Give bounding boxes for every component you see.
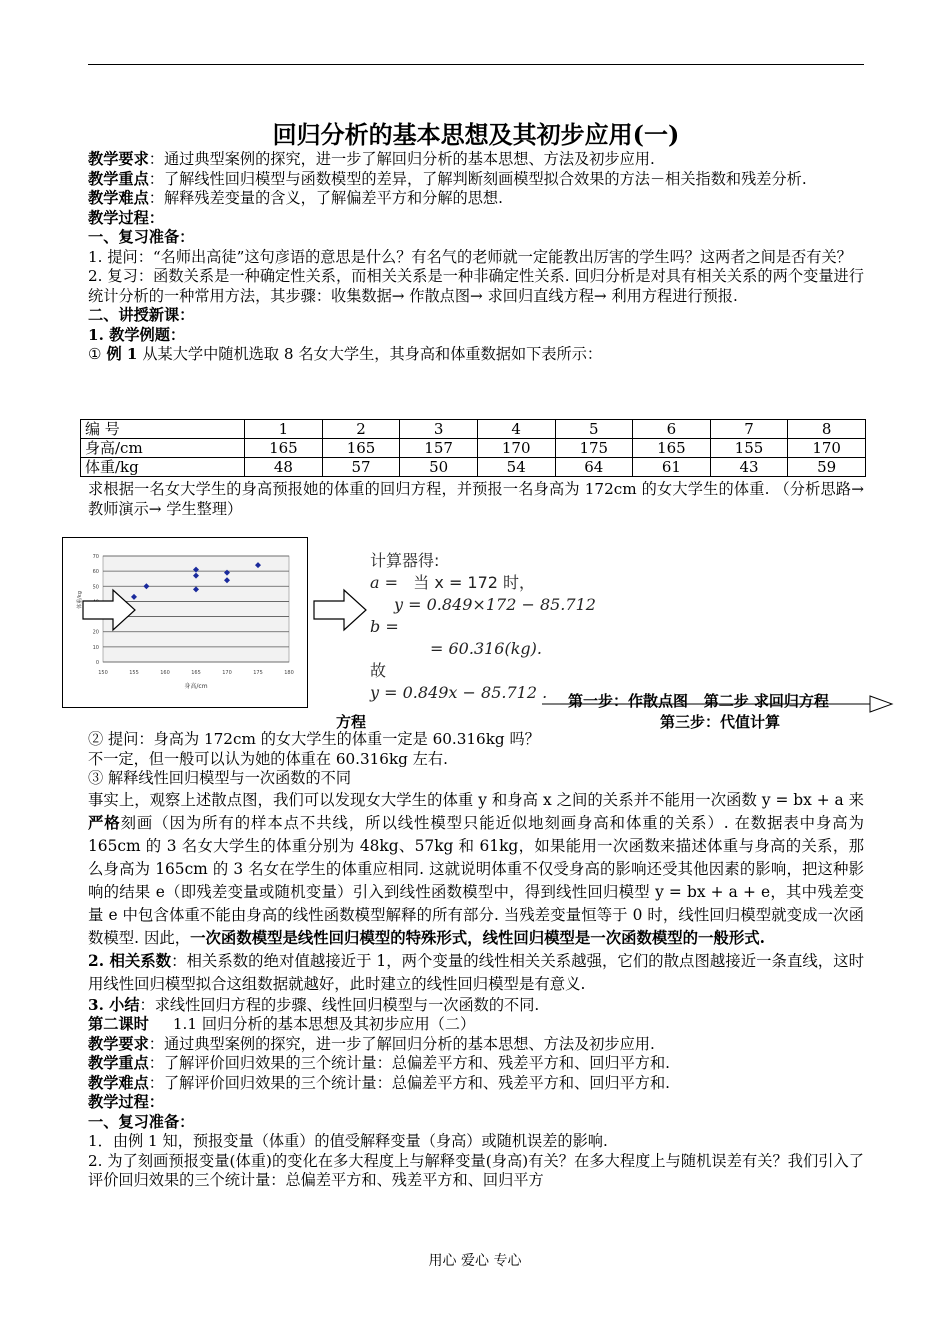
correlation-paragraph: 2. 相关系数：相关系数的绝对值越接近于 1，两个变量的线性相关关系越强，它们的散点图越接近一条直线，这时用线性回归模型拟合这组数据就越好，此时建立的线性回归模型是有意义.	[88, 951, 864, 993]
objectives-block	[88, 150, 864, 365]
table-cell: 61	[633, 458, 711, 477]
table-cell: 165	[322, 439, 400, 458]
row-label: 体重/kg	[81, 458, 245, 477]
table-row	[81, 458, 866, 477]
teaching-difficulty: 教学难点：解释残差变量的含义，了解偏差平方和分解的思想.	[88, 189, 503, 207]
section-new-lesson: 二、讲授新课：	[88, 306, 195, 324]
table-cell: 165	[633, 439, 711, 458]
table-cell: 170	[788, 439, 866, 458]
x-tick-label: 175	[253, 670, 263, 676]
y-tick-label: 10	[92, 644, 99, 651]
table-cell: 54	[477, 458, 555, 477]
calc-b-row: b =	[370, 617, 399, 636]
x-tick-label: 160	[160, 670, 170, 676]
row-label: 身高/cm	[81, 439, 245, 458]
teaching-requirement: 教学要求：通过典型案例的探究，进一步了解回归分析的基本思想、方法及初步应用.	[88, 150, 655, 168]
l2-paragraph-1: 1．由例 1 知，预报变量（体重）的值受解释变量（身高）或随机误差的影响.	[88, 1132, 608, 1150]
question-example-2: ② 提问：身高为 172cm 的女大学生的体重一定是 60.316kg 吗？	[88, 730, 540, 748]
table-row	[81, 420, 866, 439]
discussion-block	[88, 730, 864, 1191]
calc-a-row: a = 当 x = 172 时，	[370, 573, 536, 592]
example-1-task: 求根据一名女大学生的身高预报她的体重的回归方程，并预报一名身高为 172cm 的女大学生的体重. （分析思路→ 教师演示→ 学生整理）	[88, 480, 864, 518]
lesson-2-heading: 第二课时 1.1 回归分析的基本思想及其初步应用（二）	[88, 1015, 476, 1033]
y-tick-label: 20	[92, 629, 99, 636]
scatter-figure	[62, 537, 308, 708]
x-tick-label: 165	[191, 670, 201, 676]
summary-paragraph: 3. 小结：求线性回归方程的步骤、线性回归模型与一次函数的不同.	[88, 995, 540, 1014]
table-cell: 50	[400, 458, 478, 477]
x-axis-label: 身高/cm	[184, 683, 208, 690]
l2-review: 一、复习准备：	[88, 1112, 195, 1131]
table-cell: 64	[555, 458, 633, 477]
l2-key-point: 教学重点：了解评价回归效果的三个统计量：总偏差平方和、残差平方和、回归平方和.	[88, 1054, 670, 1072]
l2-requirement: 教学要求：通过典型案例的探究，进一步了解回归分析的基本思想、方法及初步应用.	[88, 1034, 655, 1053]
table-cell: 2	[322, 420, 400, 439]
table-cell: 1	[245, 420, 323, 439]
x-tick-label: 180	[284, 670, 294, 676]
model-paragraph: 事实上，观察上述散点图，我们可以发现女大学生的体重 y 和身高 x 之间的关系并不能用一次函数 y = bx + a 来严格刻画（因为所有的样本点不共线，所以线性模型只能近似地刻画身高和体重的关系）. 在数据表中身高为 165cm 的 3 名女大学生的体重分别为 48kg、57kg 和 61kg，如果能用一次函数来描述体重与身高的关系，那么身高为 165cm 的 3 名女在学生的体重应相同. 这就说明体重不仅受身高的影响还受其他因素的影响，把这种影响的结果 e（即残差变量或随机变量）引入到线性函数模型中，得到线性回归模型 y = bx + a + e，其中残差变量 e 中包含体重不能由身高的线性函数模型解释的所有部分. 当残差变量恒等于 0 时，线性回归模型就变成一次函数模型. 因此，一次函数模型是线性回归模型的特殊形式，线性回归模型是一次函数模型的一般形式.	[88, 790, 864, 947]
calc-equation: y = 0.849x − 85.712 .	[370, 683, 548, 702]
table-cell: 59	[788, 458, 866, 477]
table-cell: 170	[477, 439, 555, 458]
y-tick-label: 60	[92, 569, 99, 576]
page-title: 回归分析的基本思想及其初步应用(一)	[272, 120, 680, 149]
answer-example-2: 不一定，但一般可以认为她的体重在 60.316kg 左右.	[88, 749, 448, 768]
example-heading: 1. 教学例题：	[88, 325, 186, 344]
page-footer: 用心 爱心 专心	[428, 1253, 522, 1269]
calculator-result	[370, 550, 596, 704]
calc-line-2: = 60.316(kg).	[430, 639, 542, 658]
example-3-heading: ③ 解释线性回归模型与一次函数的不同	[88, 769, 352, 787]
question-1: 1. 提问：“名师出高徒”这句彦语的意思是什么？有名气的老师就一定能教出厉害的学生吗？这两者之间是否有关？	[88, 247, 852, 266]
table-cell: 175	[555, 439, 633, 458]
section-review: 一、复习准备：	[88, 228, 195, 246]
table-cell: 5	[555, 420, 633, 439]
table-cell: 157	[400, 439, 478, 458]
y-tick-label: 0	[95, 660, 99, 666]
table-row	[81, 439, 866, 458]
calc-line-1: y = 0.849×172 − 85.712	[394, 595, 596, 614]
table-cell: 7	[710, 420, 788, 439]
step-3: 第三步：代值计算	[660, 713, 781, 731]
l2-process: 教学过程：	[88, 1093, 164, 1111]
table-cell: 57	[322, 458, 400, 477]
x-tick-label: 170	[222, 670, 232, 676]
l2-difficulty: 教学难点：了解评价回归效果的三个统计量：总偏差平方和、残差平方和、回归平方和.	[88, 1073, 670, 1092]
x-tick-label: 155	[129, 670, 139, 676]
table-cell: 6	[633, 420, 711, 439]
example-1-intro: ① 例 1 从某大学中随机选取 8 名女大学生，其身高和体重数据如下表所示：	[88, 345, 603, 363]
table-cell: 48	[245, 458, 323, 477]
y-axis-label: 体重/kg	[77, 591, 83, 609]
header-rule	[88, 64, 864, 65]
l2-paragraph-2: 2. 为了刻画预报变量(体重)的变化在多大程度上与解释变量(身高)有关？在多大程度上与随机误差有关？我们引入了评价回归效果的三个统计量：总偏差平方和、残差平方和、回归平方	[88, 1151, 864, 1189]
calc-title: 计算器得:	[370, 551, 440, 570]
step-fangcheng: 方程	[336, 713, 367, 731]
arrow-right-icon	[312, 588, 368, 632]
table-cell: 155	[710, 439, 788, 458]
row-label: 编 号	[81, 420, 245, 439]
teaching-key-point: 教学重点：了解线性回归模型与函数模型的差异，了解判断刻画模型拟合效果的方法－相关指数和残差分析.	[88, 169, 807, 188]
x-tick-label: 150	[98, 670, 108, 676]
question-2: 2. 复习：函数关系是一种确定性关系，而相关关系是一种非确定性关系. 回归分析是对具有相关关系的两个变量进行统计分析的一种常用方法，其步骤：收集数据→ 作散点图→ 求回归直线方程→ 利用方程进行预报.	[88, 267, 864, 305]
y-tick-label: 70	[92, 554, 99, 560]
table-cell: 3	[400, 420, 478, 439]
table-cell: 4	[477, 420, 555, 439]
calc-gu: 故	[370, 661, 387, 680]
teaching-process: 教学过程：	[88, 208, 164, 227]
data-table	[80, 419, 866, 477]
table-cell: 8	[788, 420, 866, 439]
y-tick-label: 50	[92, 584, 99, 591]
step-1-2: 第一步：作散点图 第二步 求回归方程	[568, 692, 829, 710]
table-cell: 165	[245, 439, 323, 458]
table-cell: 43	[710, 458, 788, 477]
scatter-plot	[63, 538, 307, 707]
